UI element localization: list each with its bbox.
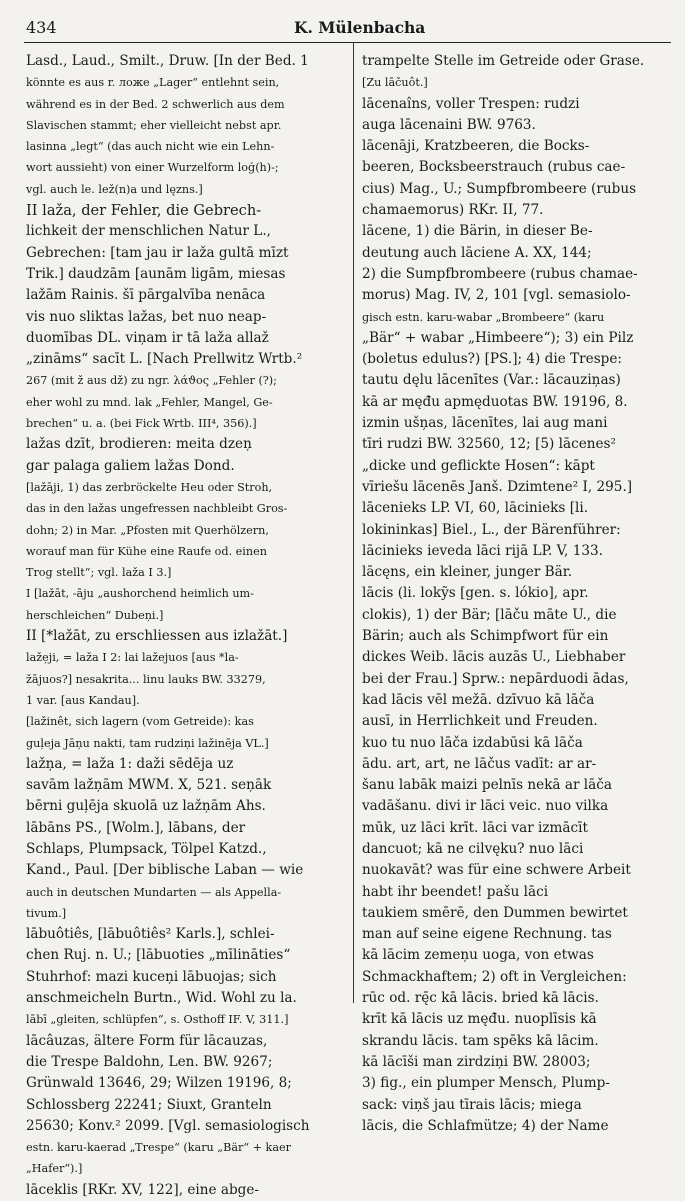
text-line: [lažinêt, sich lagern (vom Getreide): kas — [26, 715, 254, 729]
text-line: izmin ušņas, lācenītes, lai aug mani — [362, 415, 608, 432]
text-line: lažām Rainis. šī pārgalvība nenāca — [26, 287, 266, 304]
text-line: lābāns PS., [Wolm.], lābans, der — [26, 819, 246, 836]
text-line: 1 var. [aus Kandau]. — [26, 693, 140, 707]
text-line: trampelte Stelle im Getreide oder Grase. — [362, 53, 645, 69]
text-line: Slavischen stammt; eher vielleicht nebst apr. — [26, 118, 282, 132]
text-line: lasinna „legt“ (das auch nicht wie ein Lehn- — [26, 140, 275, 154]
text-line: beeren, Bocksbeerstrauch (rubus cae- — [362, 159, 626, 176]
text-line: anschmeicheln Burtn., Wid. Wohl zu la. — [26, 990, 297, 1007]
text-line: guļeja Jāņu nakti, tam rudziņi lažinēja VL.] — [26, 736, 269, 750]
text-line: gisch estn. karu-wabar „Brombeere“ (karu — [362, 310, 605, 324]
text-line: II [*lažāt, zu erschliessen aus izlažāt.] — [26, 628, 288, 645]
text-line: lācęns, ein kleiner, junger Bär. — [362, 564, 573, 581]
text-line: Trik.] daudzām [aunām ligām, miesas — [26, 265, 286, 282]
text-line: chen Ruj. n. U.; [lābuoties „mīlināties“ — [26, 947, 291, 964]
text-line: dickes Weib. lācis auzās U., Liebhaber — [362, 649, 626, 666]
text-line: Schlaps, Plumpsack, Tölpel Katzd., — [26, 840, 267, 857]
text-line: Gebrechen: [tam jau ir laža gultā mīzt — [26, 244, 289, 261]
text-line: žājuos?] nesakrita... linu lauks BW. 33279, — [26, 672, 266, 686]
page-header — [24, 14, 671, 43]
text-line: lācene, 1) die Bärin, in dieser Be- — [362, 223, 593, 240]
text-line: Bärin; auch als Schimpfwort für ein — [362, 628, 609, 645]
text-line: 25630; Konv.² 2099. [Vgl. semasiologisch — [26, 1117, 310, 1134]
text-line: lābuôtiês, [lābuôtiês² Karls.], schlei- — [26, 926, 275, 943]
text-line: rūc od. rę̄c kā lācis. bried kā lācis. — [362, 990, 599, 1007]
text-line: vīriešu lācenēs Janš. Dzimtene² I, 295.] — [362, 478, 633, 495]
right-column — [362, 51, 670, 1137]
running-title: K. Mülenbacha — [294, 18, 426, 37]
text-line: estn. karu-kaerad „Trespe“ (karu „Bär“ + kaer — [26, 1141, 291, 1155]
text-line: laže̦ji, = laža I 2: lai lažejuos [aus *la- — [26, 651, 239, 665]
text-line: das in den lažas ungefressen nachbleibt Gros- — [26, 502, 288, 516]
text-line: taukiem smērē, den Dummen bewirtet — [362, 904, 628, 921]
text-line: vadāšanu. divi ir lāci veic. nuo vilka — [362, 798, 609, 815]
text-line: sack: viņš jau tīrais lācis; miega — [362, 1096, 582, 1113]
text-line: „Bär“ + wabar „Himbeere“); 3) ein Pilz — [362, 329, 634, 346]
text-line: „zināms“ sacīt L. [Nach Prellwitz Wrtb.² — [26, 351, 303, 368]
text-line: lācinieks ieveda lāci rijā LP. V, 133. — [362, 542, 603, 559]
text-line: lichkeit der menschlichen Natur L., — [26, 223, 271, 240]
text-line: duomības DL. viņam ir tā laža allaž — [26, 329, 269, 346]
text-line: vis nuo sliktas lažas, bet nuo neap- — [26, 308, 267, 325]
text-line: während es in der Bed. 2 schwerlich aus dem — [26, 97, 285, 111]
text-line: lažas dzīt, brodieren: meita dzeņ — [26, 436, 252, 453]
text-line: lācenaîns, voller Trespen: rudzi — [362, 95, 580, 112]
text-line: kā lācīši man zirdziņi BW. 28003; — [362, 1053, 591, 1070]
text-line: worauf man für Kühe eine Raufe od. einen — [26, 544, 267, 558]
text-line: savām lažņām MWM. X, 521. seņāk — [26, 777, 272, 794]
text-line: die Trespe Baldohn, Len. BW. 9267; — [26, 1053, 273, 1070]
text-line: Lasd., Laud., Smilt., Druw. [In der Bed. 1 — [26, 53, 309, 69]
text-line: tivum.] — [26, 906, 67, 920]
text-line: brechen“ u. a. (bei Fick Wrtb. III⁴, 356).] — [26, 417, 257, 431]
text-line: lācis (li. lokỹs [gen. s. lókio], apr. — [362, 585, 589, 602]
text-line: kā lācim zemeņu uoga, von etwas — [362, 947, 594, 964]
text-line: 2) die Sumpfbrombeere (rubus chamae- — [362, 265, 638, 282]
text-line: wort aussieht) von einer Wurzelform loǵ(h)-; — [26, 161, 279, 175]
text-line: nuokavāt? was für eine schwere Arbeit — [362, 862, 631, 879]
text-line: man auf seine eigene Rechnung. tas — [362, 926, 612, 943]
text-line: lācâuzas, ältere Form für lācauzas, — [26, 1032, 268, 1049]
text-line: ādu. art, art, ne lāčus vadīt: ar ar- — [362, 755, 597, 772]
text-line: krīt kā lācis uz męđu. nuoplīsis kā — [362, 1011, 597, 1028]
text-line: lažņa, = laža 1: daži sēdēja uz — [26, 755, 234, 772]
text-line: šanu labāk maizi pelnīs nekā ar lāča — [362, 777, 612, 794]
text-columns — [24, 43, 671, 1198]
text-line: auga lācenaini BW. 9763. — [362, 116, 536, 133]
text-line: lācenieks LP. VI, 60, lācinieks [li. — [362, 500, 589, 517]
text-line: habt ihr beendet! pašu lāci — [362, 883, 549, 900]
text-line: bērni guļēja skuolā uz lažņām Ahs. — [26, 798, 266, 815]
text-line: Kand., Paul. [Der biblische Laban — wie — [26, 862, 304, 879]
text-line: lokininkas] Biel., L., der Bärenführer: — [362, 521, 621, 538]
text-line: cius) Mag., U.; Sumpfbrombeere (rubus — [362, 180, 637, 197]
text-line: lācis, die Schlafmütze; 4) der Name — [362, 1117, 609, 1134]
column-divider — [353, 43, 354, 1003]
text-line: kad lācis vēl mežā. dzīvuo kā lāča — [362, 691, 595, 708]
page-number: 434 — [26, 18, 57, 37]
text-line: kā ar męđu apmęduotas BW. 19196, 8. — [362, 393, 628, 410]
text-line: „Hafer“).] — [26, 1162, 83, 1176]
text-line: könnte es aus r. ложе „Lager“ entlehnt sein, — [26, 76, 280, 90]
text-line: bei der Frau.] Sprw.: nepārduodi ādas, — [362, 670, 629, 687]
text-line: morus) Mag. IV, 2, 101 [vgl. semasiolo- — [362, 287, 631, 304]
text-line: Schmackhaftem; 2) oft in Vergleichen: — [362, 968, 627, 985]
left-column — [26, 51, 340, 1201]
text-line: [lažāji, 1) das zerbröckelte Heu oder Stroh, — [26, 480, 273, 494]
text-line: lācenāji, Kratzbeeren, die Bocks- — [362, 138, 590, 155]
text-line: Stuhrhof: mazi kuceņi lābuojas; sich — [26, 968, 277, 985]
text-line: Grünwald 13646, 29; Wilzen 19196, 8; — [26, 1075, 292, 1092]
text-line: (boletus edulus?) [PS.]; 4) die Trespe: — [362, 351, 622, 368]
text-line: 3) fig., ein plumper Mensch, Plump- — [362, 1075, 610, 1092]
text-line: chamaemorus) RKr. II, 77. — [362, 202, 544, 219]
text-line: lāceklis [RKr. XV, 122], eine abge- — [26, 1181, 259, 1198]
text-line: mūk, uz lāci krīt. lāci var izmācīt — [362, 819, 588, 836]
text-line: dohn; 2) in Mar. „Pfosten mit Querhölzern, — [26, 523, 269, 537]
text-line: tautu dęlu lācenītes (Var.: lācauziņas) — [362, 372, 621, 389]
text-line: dancuot; kā ne cilvęku? nuo lāci — [362, 840, 584, 857]
text-line: I [lažāt, -āju „aushorchend heimlich um- — [26, 587, 254, 601]
text-line: Schlossberg 22241; Siuxt, Granteln — [26, 1096, 272, 1113]
text-line: 267 (mit ž aus dž) zu ngr. λάϑος „Fehler (?); — [26, 374, 277, 388]
text-line: ausī, in Herrlichkeit und Freuden. — [362, 713, 598, 730]
text-line: skrandu lācis. tam spēks kā lācim. — [362, 1032, 599, 1049]
text-line: herschleichen“ Dubeņi.] — [26, 608, 164, 622]
text-line: gar palaga galiem lažas Dond. — [26, 457, 235, 474]
text-line: eher wohl zu mnd. lak „Fehler, Mangel, Ge- — [26, 395, 273, 409]
text-line: II laža, der Fehler, die Gebrech- — [26, 202, 262, 220]
text-line: clokis), 1) der Bär; [lāču māte U., die — [362, 606, 617, 623]
text-line: kuo tu nuo lāča izdabūsi kā lāča — [362, 734, 583, 751]
text-line: deutung auch lāciene A. XX, 144; — [362, 244, 592, 261]
text-line: [Zu lāčuôt.] — [362, 76, 428, 90]
text-line: auch in deutschen Mundarten — als Appella- — [26, 885, 282, 899]
text-line: Trog stellt“; vgl. laža I 3.] — [26, 566, 172, 580]
text-line: lābī „gleiten, schlüpfen“, s. Osthoff IF. V, 311.] — [26, 1013, 289, 1027]
text-line: vgl. auch le. lež(n)a und lęzns.] — [26, 182, 203, 196]
text-line: tīri rudzi BW. 32560, 12; [5) lācenes² — [362, 436, 616, 453]
text-line: „dicke und geflickte Hosen“: kāpt — [362, 457, 595, 474]
